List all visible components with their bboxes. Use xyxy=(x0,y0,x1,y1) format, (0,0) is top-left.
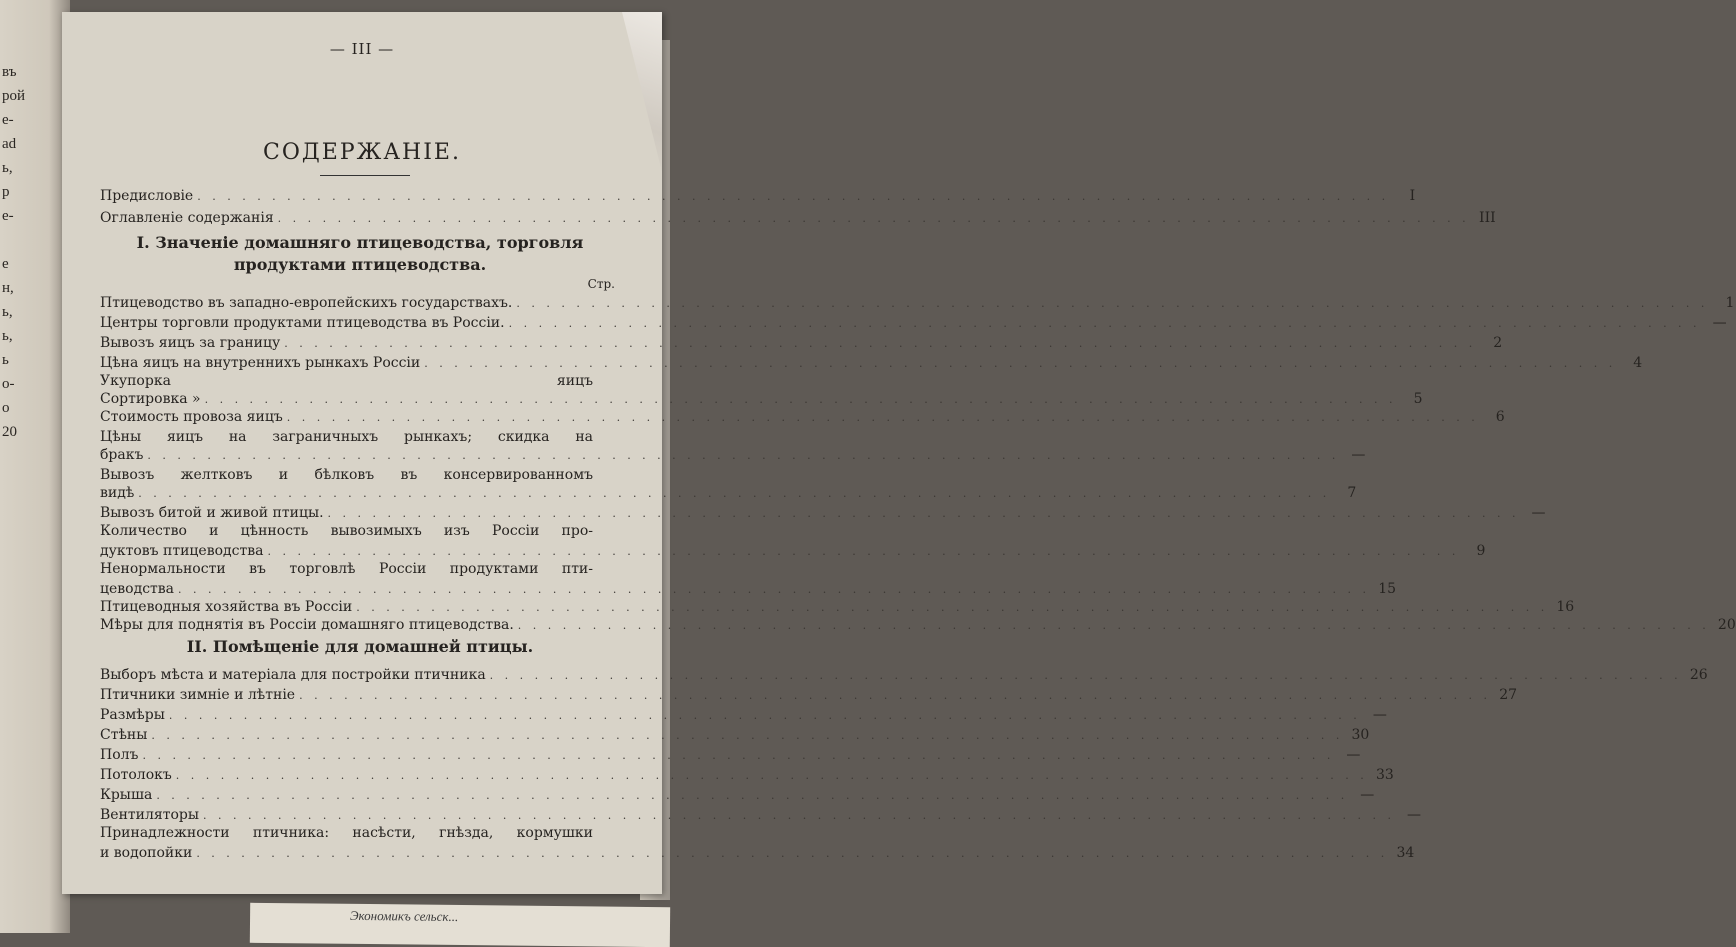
toc-entry-page: 27 xyxy=(1499,687,1518,703)
toc-entry-title: Ненормальности въ торговлѣ Россіи продуктами пти- xyxy=(100,561,593,577)
toc-entry-title: Вывозъ битой и живой птицы. xyxy=(100,505,324,521)
toc-entry xyxy=(100,804,1421,824)
toc-entry-page: — xyxy=(1531,505,1546,521)
toc-entry-title: Выборъ мѣста и матеріала для постройки птичника xyxy=(100,667,486,683)
toc-entry xyxy=(100,684,1518,704)
bottom-note: Экономикъ сельск... xyxy=(350,907,459,924)
toc-entry xyxy=(100,444,1366,464)
toc-entry xyxy=(100,352,1643,372)
toc-entry-title: Стѣны xyxy=(100,727,148,743)
toc-entry xyxy=(100,502,1546,522)
dot-leader: . . . . . . . . . . . . . . . . . . . . . . . . . . . . . . . . . . . . . . . . . . . . . . . . . . . . . . . . . . . . . . . . . . . . . . . . . . . . . . . . xyxy=(356,601,1549,614)
dot-leader: . . . . . . . . . . . . . . . . . . . . . . . . . . . . . . . . . . . . . . . . . . . . . . . . . . . . . . . . . . . . . . . . . . . . . . . . . . . . . . . . xyxy=(196,847,1389,860)
toc-entry-page: 5 xyxy=(1413,391,1423,407)
toc-entry-page: 34 xyxy=(1396,845,1415,861)
toc-entry xyxy=(100,426,615,446)
toc-entry-page: — xyxy=(1712,315,1727,331)
toc-entry-title: и водопойки xyxy=(100,845,193,861)
left-page-text-fragments xyxy=(2,60,30,444)
toc-entry xyxy=(100,822,615,842)
left-fragment: ad xyxy=(2,136,17,152)
dot-leader: . . . . . . . . . . . . . . . . . . . . . . . . . . . . . . . . . . . . . . . . . . . . . . . . . . . . . . . . . . . . . . . . . . . . . . . . . . . . . . . . xyxy=(267,545,1460,558)
toc-entry-title: цеводства xyxy=(100,581,175,597)
toc-entry xyxy=(100,312,1727,332)
toc-entry-page: — xyxy=(1360,787,1375,803)
toc-entry-page: 15 xyxy=(1378,581,1397,597)
toc-entry-title: Крыша xyxy=(100,787,153,803)
dot-leader: . . . . . . . . . . . . . . . . . . . . . . . . . . . . . . . . . . . . . . . . . . . . . . . . . . . . . . . . . . . . . . . . . . . . . . . . . . . . . . . . xyxy=(286,411,1479,424)
toc-entry-page: 9 xyxy=(1476,543,1486,559)
toc-entry-page: 16 xyxy=(1556,599,1575,615)
toc-entry-page: — xyxy=(1406,807,1421,823)
dot-leader: . . . . . . . . . . . . . . . . . . . . . . . . . . . . . . . . . . . . . . . . . . . . . . . . . . . . . . . . . . . . . . . . . . . . . . . . . . . . . . . . xyxy=(142,749,1335,762)
dot-leader: . . . . . . . . . . . . . . . . . . . . . . . . . . . . . . . . . . . . . . . . . . . . . . . . . . . . . . . . . . . . . . . . . . . . . . . . . . . . . . . . xyxy=(284,337,1477,350)
toc-entry xyxy=(100,464,615,484)
toc-entry-title: Центры торговли продуктами птицеводства въ Россіи. xyxy=(100,315,505,331)
toc-entry-title: Размѣры xyxy=(100,707,165,723)
dot-leader: . . . . . . . . . . . . . . . . . . . . . . . . . . . . . . . . . . . . . . . . . . . . . . . . . . . . . . . . . . . . . . . . . . . . . . . . . . . . . . . . xyxy=(516,297,1709,310)
toc-entry-title: Вентиляторы xyxy=(100,807,199,823)
adjacent-left-page xyxy=(0,0,70,933)
section-2-title: II. Помѣщеніе для домашней птицы. xyxy=(186,637,534,656)
title-rule xyxy=(320,175,410,176)
toc-entry-title: Птицеводныя хозяйства въ Россіи xyxy=(100,599,353,615)
toc-entry-title: Сортировка » xyxy=(100,391,201,407)
page-column-label: Стр. xyxy=(587,277,615,291)
left-fragment xyxy=(2,228,30,252)
toc-entry xyxy=(100,292,1735,312)
toc-entry-page: 6 xyxy=(1495,409,1505,425)
toc-entry-page: 26 xyxy=(1689,667,1708,683)
toc-entry xyxy=(100,207,1496,227)
dot-leader: . . . . . . . . . . . . . . . . . . . . . . . . . . . . . . . . . . . . . . . . . . . . . . . . . . . . . . . . . . . . . . . . . . . . . . . . . . . . . . . . xyxy=(517,619,1710,632)
toc-entry-title: Птичники зимніе и лѣтніе xyxy=(100,687,296,703)
toc-entry-title: Полъ xyxy=(100,747,139,763)
left-fragment: о xyxy=(2,400,10,416)
left-fragment: р xyxy=(2,184,10,200)
toc-entry-title: Птицеводство въ западно-европейскихъ государствахъ. xyxy=(100,295,513,311)
dot-leader: . . . . . . . . . . . . . . . . . . . . . . . . . . . . . . . . . . . . . . . . . . . . . . . . . . . . . . . . . . . . . . . . . . . . . . . . . . . . . . . . xyxy=(277,212,1470,225)
dot-leader: . . . . . . . . . . . . . . . . . . . . . . . . . . . . . . . . . . . . . . . . . . . . . . . . . . . . . . . . . . . . . . . . . . . . . . . . . . . . . . . . xyxy=(424,357,1617,370)
toc-entry xyxy=(100,842,1415,862)
toc-entry-title: видѣ xyxy=(100,485,135,501)
dot-leader: . . . . . . . . . . . . . . . . . . . . . . . . . . . . . . . . . . . . . . . . . . . . . . . . . . . . . . . . . . . . . . . . . . . . . . . . . . . . . . . . xyxy=(299,689,1492,702)
left-fragment: ь, xyxy=(2,160,13,176)
toc-entry-title: Предисловіе xyxy=(100,188,194,204)
dot-leader: . . . . . . . . . . . . . . . . . . . . . . . . . . . . . . . . . . . . . . . . . . . . . . . . . . . . . . . . . . . . . . . . . . . . . . . . . . . . . . . . xyxy=(202,809,1395,822)
left-fragment: е xyxy=(2,256,9,272)
toc-entry-title: Вывозъ яицъ за границу xyxy=(100,335,281,351)
dot-leader: . . . . . . . . . . . . . . . . . . . . . . . . . . . . . . . . . . . . . . . . . . . . . . . . . . . . . . . . . . . . . . . . . . . . . . . . . . . . . . . . xyxy=(175,769,1368,782)
dot-leader: . . . . . . . . . . . . . . . . . . . . . . . . . . . . . . . . . . . . . . . . . . . . . . . . . . . . . . . . . . . . . . . . . . . . . . . . . . . . . . . . xyxy=(147,449,1340,462)
toc-entry xyxy=(100,370,615,390)
dot-leader: . . . . . . . . . . . . . . . . . . . . . . . . . . . . . . . . . . . . . . . . . . . . . . . . . . . . . . . . . . . . . . . . . . . . . . . . . . . . . . . . xyxy=(151,729,1344,742)
left-fragment: ь, xyxy=(2,328,13,344)
toc-entry-page: 4 xyxy=(1633,355,1643,371)
toc-entry-page: 20 xyxy=(1717,617,1736,633)
toc-entry xyxy=(100,596,1575,616)
toc-entry xyxy=(100,332,1503,352)
toc-entry-title: Цѣна яицъ на внутреннихъ рынкахъ Россіи xyxy=(100,355,421,371)
dot-leader: . . . . . . . . . . . . . . . . . . . . . . . . . . . . . . . . . . . . . . . . . . . . . . . . . . . . . . . . . . . . . . . . . . . . . . . . . . . . . . . . xyxy=(197,190,1390,203)
toc-entry xyxy=(100,520,615,540)
section-1-title-continued: продуктами птицеводства. xyxy=(233,255,487,274)
toc-entry-page: — xyxy=(1351,447,1366,463)
section-1-title: I. Значеніе домашняго птицеводства, торговля xyxy=(136,233,584,252)
dot-leader: . . . . . . . . . . . . . . . . . . . . . . . . . . . . . . . . . . . . . . . . . . . . . . . . . . . . . . . . . . . . . . . . . . . . . . . . . . . . . . . . xyxy=(327,507,1520,520)
left-fragment: 20 xyxy=(2,424,17,440)
left-fragment: рой xyxy=(2,88,26,104)
dot-leader: . . . . . . . . . . . . . . . . . . . . . . . . . . . . . . . . . . . . . . . . . . . . . . . . . . . . . . . . . . . . . . . . . . . . . . . . . . . . . . . . xyxy=(156,789,1349,802)
page-number: — III — xyxy=(329,40,395,58)
dot-leader: . . . . . . . . . . . . . . . . . . . . . . . . . . . . . . . . . . . . . . . . . . . . . . . . . . . . . . . . . . . . . . . . . . . . . . . . . . . . . . . . xyxy=(204,393,1397,406)
toc-entry xyxy=(100,614,1736,634)
dot-leader: . . . . . . . . . . . . . . . . . . . . . . . . . . . . . . . . . . . . . . . . . . . . . . . . . . . . . . . . . . . . . . . . . . . . . . . . . . . . . . . . xyxy=(138,487,1331,500)
toc-entry-title: Цѣны яицъ на заграничныхъ рынкахъ; скидка на xyxy=(100,429,593,445)
dot-leader: . . . . . . . . . . . . . . . . . . . . . . . . . . . . . . . . . . . . . . . . . . . . . . . . . . . . . . . . . . . . . . . . . . . . . . . . . . . . . . . . xyxy=(178,583,1371,596)
toc-entry-title: Мѣры для поднятія въ Россіи домашняго птицеводства. xyxy=(100,617,514,633)
page-title: СОДЕРЖАНІЕ. xyxy=(263,140,461,165)
toc-entry-page: 7 xyxy=(1347,485,1357,501)
toc-entry xyxy=(100,744,1361,764)
left-fragment: н, xyxy=(2,280,14,296)
toc-entry-page: I xyxy=(1409,188,1416,204)
dot-leader: . . . . . . . . . . . . . . . . . . . . . . . . . . . . . . . . . . . . . . . . . . . . . . . . . . . . . . . . . . . . . . . . . . . . . . . . . . . . . . . . xyxy=(168,709,1361,722)
toc-entry xyxy=(100,482,1357,502)
toc-entry xyxy=(100,784,1375,804)
toc-entry xyxy=(100,764,1394,784)
toc-entry-page: — xyxy=(1372,707,1387,723)
left-fragment: ь, xyxy=(2,304,13,320)
toc-entry xyxy=(100,724,1370,744)
toc-entry-title: бракъ xyxy=(100,447,144,463)
left-fragment: въ xyxy=(2,64,17,80)
dot-leader: . . . . . . . . . . . . . . . . . . . . . . . . . . . . . . . . . . . . . . . . . . . . . . . . . . . . . . . . . . . . . . . . . . . . . . . . . . . . . . . . xyxy=(489,669,1682,682)
toc-entry-page: 30 xyxy=(1351,727,1370,743)
left-fragment: о- xyxy=(2,376,15,392)
toc-entry-title: дуктовъ птицеводства xyxy=(100,543,264,559)
toc-entry xyxy=(100,664,1708,684)
toc-entry xyxy=(100,704,1387,724)
toc-entry-title: Укупорка яицъ xyxy=(100,373,593,389)
bottom-paper-scrap xyxy=(250,903,670,947)
toc-entry-title: Количество и цѣнность вывозимыхъ изъ Россіи про- xyxy=(100,523,593,539)
dot-leader: . . . . . . . . . . . . . . . . . . . . . . . . . . . . . . . . . . . . . . . . . . . . . . . . . . . . . . . . . . . . . . . . . . . . . . . . . . . . . . . . xyxy=(508,317,1701,330)
toc-entry xyxy=(100,558,615,578)
toc-entry-page: 1 xyxy=(1725,295,1735,311)
toc-entry-page: III xyxy=(1479,210,1496,226)
toc-entry xyxy=(100,578,1397,598)
toc-entry-page: — xyxy=(1346,747,1361,763)
toc-entry-title: Потолокъ xyxy=(100,767,172,783)
toc-entry-title: Вывозъ желтковъ и бѣлковъ въ консервированномъ xyxy=(100,467,593,483)
left-fragment: е- xyxy=(2,208,14,224)
toc-entry xyxy=(100,388,1423,408)
toc-entry-page: 33 xyxy=(1375,767,1394,783)
left-fragment: ь xyxy=(2,352,9,368)
toc-entry-title: Принадлежности птичника: насѣсти, гнѣзда, кормушки xyxy=(100,825,593,841)
toc-entry xyxy=(100,185,1416,205)
toc-entry xyxy=(100,406,1505,426)
toc-entry-title: Стоимость провоза яицъ xyxy=(100,409,283,425)
book-page xyxy=(62,12,1736,894)
left-fragment: е- xyxy=(2,112,14,128)
toc-entry-title: Оглавленіе содержанія xyxy=(100,210,274,226)
toc-entry-page: 2 xyxy=(1493,335,1503,351)
toc-entry xyxy=(100,540,1486,560)
